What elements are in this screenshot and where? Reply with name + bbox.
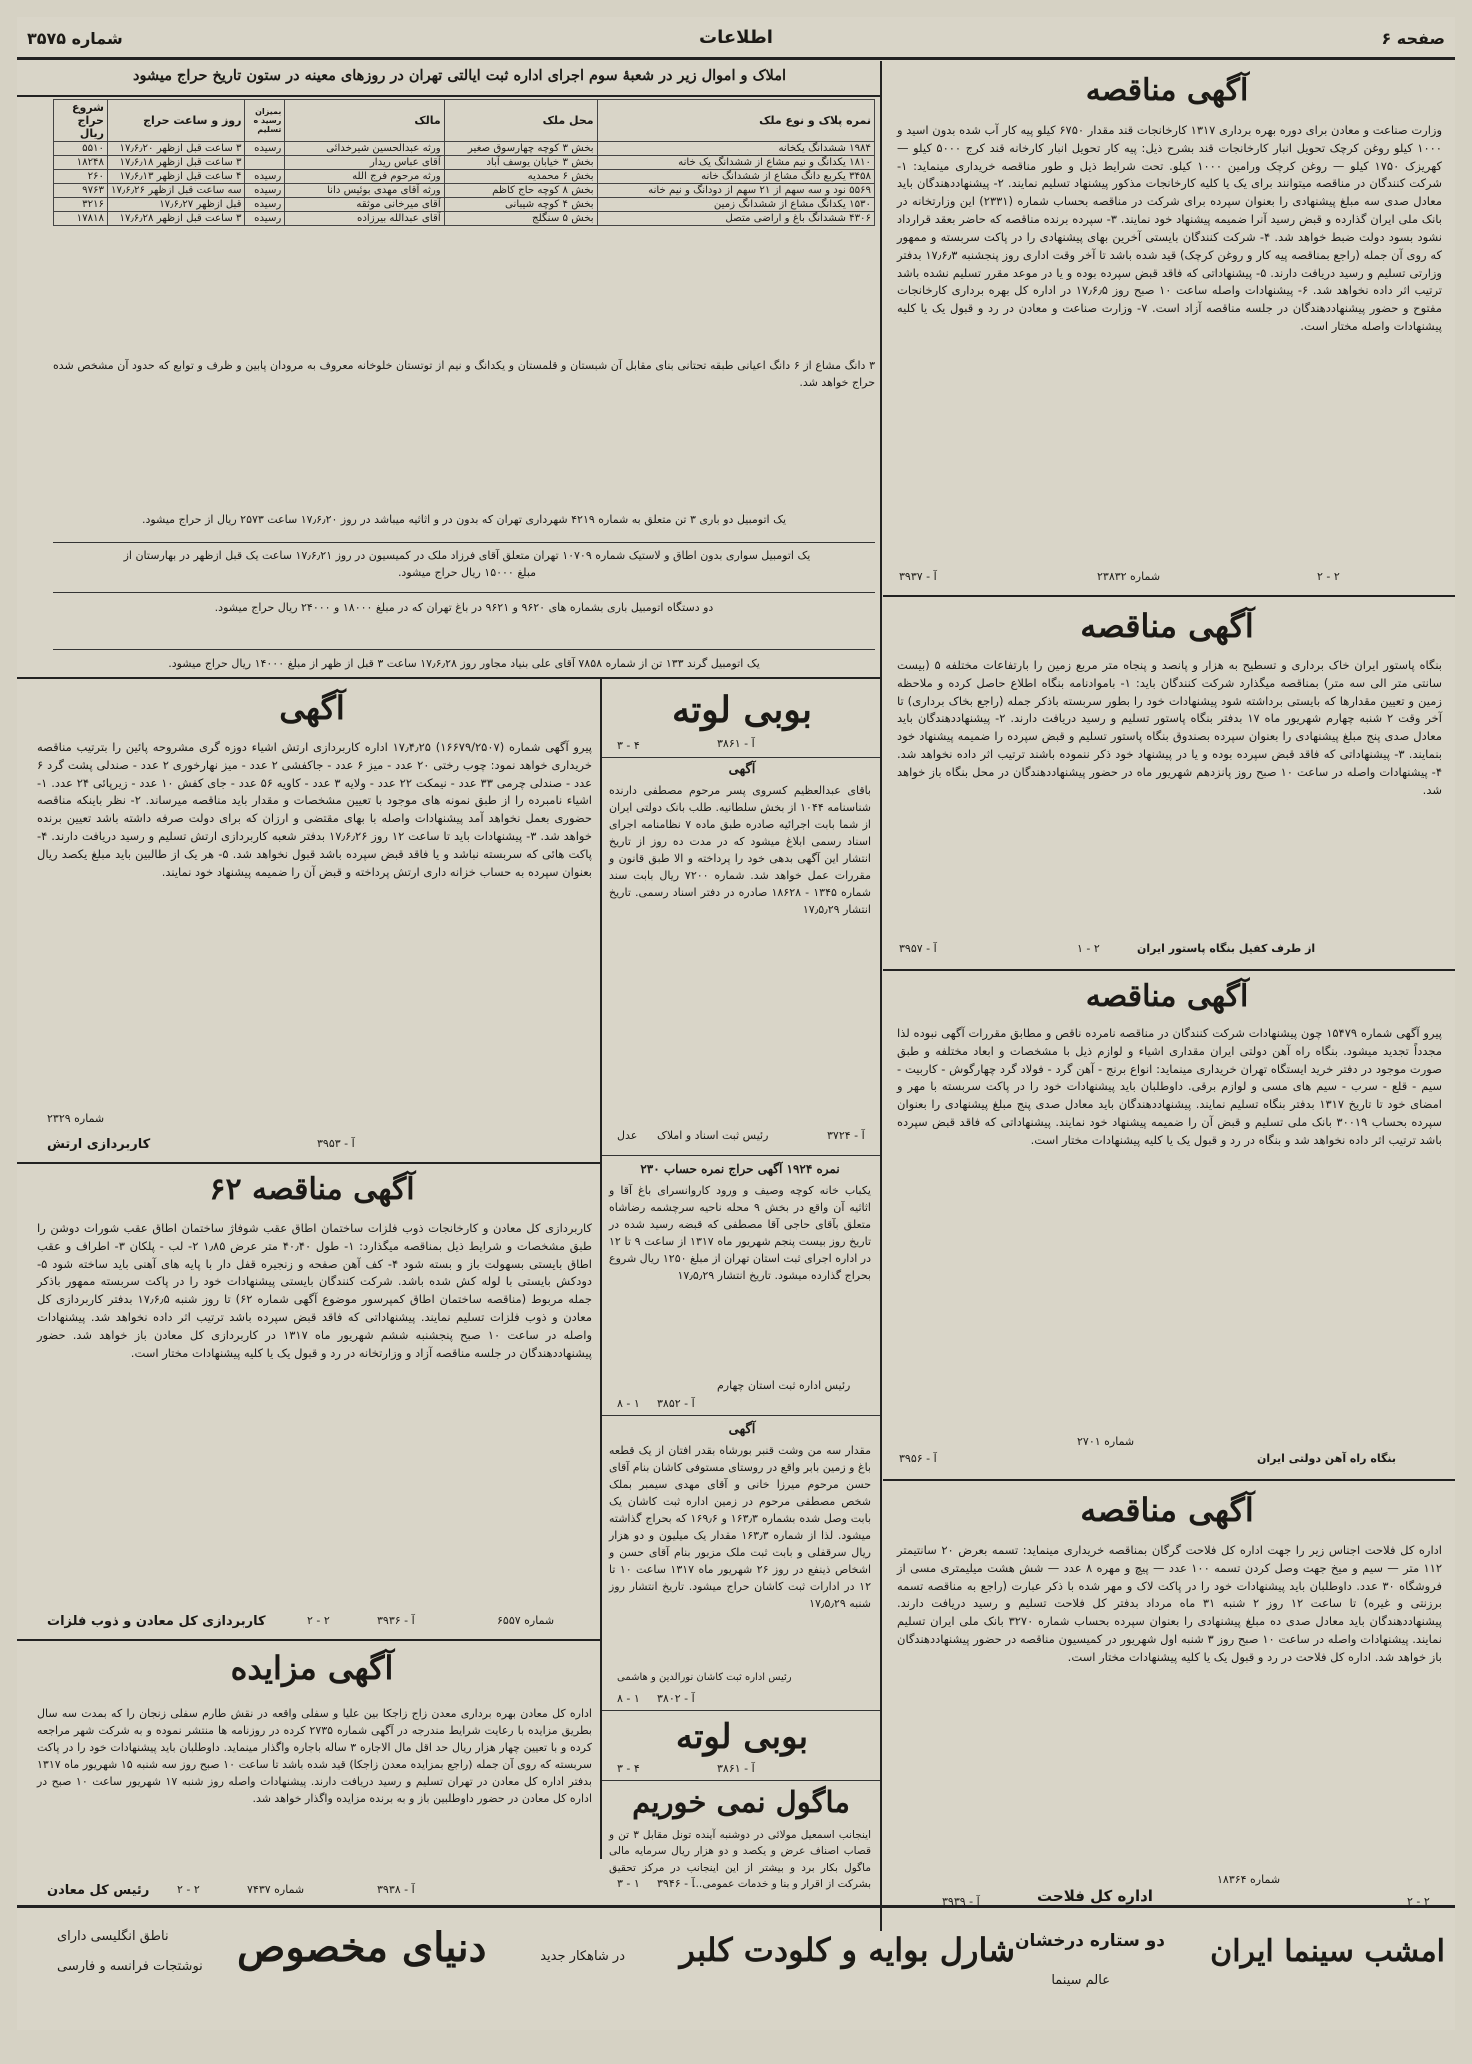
notice-misc-ref-right: ۱ - ۸ (617, 1692, 640, 1705)
table-row (54, 142, 875, 156)
property-table-header (54, 100, 875, 142)
banner-stars: دو ستاره درخشان (1015, 1931, 1165, 1951)
cell-owner: ورثه آقای مهدی بوئیس دانا (285, 184, 444, 198)
ad-sugar-ref-mid: شماره ۲۳۸۳۲ (1097, 570, 1161, 583)
ad-sugar-body: وزارت صناعت و معادن برای دوره بهره برداری ۱۳۱۷ کارخانجات قند مقدار ۶۷۵۰ کیلو پیه کار آب شده بدون اسید و ۱۰۰۰ کیلو روغن کرچک تحویل انبار کارخانجات قند بشرح ذیل: پیه کار تحویل انبار کارخانه قند کرج ۵۰۰۰ کیلو — کهریزک ۱۷۵۰ کیلو — روغن کرچک ورامین ۱۰۰۰ کیلو. تحت شرایط ذیل و طور مناقصه خریداری مینماید: ۱- شرکت کنندگان در مناقصه میتوانند برای یک یا کلیه کارخانجات مذکور پیشنهاد تسلیم نمایند. ۲- پیشنهاددهندگان باید معادل صدی سه مبلغ پیشنهادی را بعنوان سپرده برای شرکت در مناقصه بحساب شماره (۲۳۳۱) این وزارتخانه در بانک ملی ایران گذارده و قبض رسید آنرا ضمیمه پیشنهاد خود نمایند. ۳- سپرده برنده مناقصه که حاضر بعقد قرارداد نشود بسود دولت ضبط خواهد شد. ۴- شرکت کنندگان بایستی آخرین بهای پیشنهادی را در پاکت سربسته و ممهور که روی آن جمله (راجع بمناقصه پیه کار و روغن کرچک) قید شده باشد تا آخر وقت اداری روز پنجشنبه ۱۷٫۶٫۳ بدفتر وزارتی تسلیم و رسید دریافت دارند. ۵- پیشنهاداتی که فاقد قبض سپرده بوده و یا در موعد مقرر تسلیم نشده باشد ترتیب اثر داده نخواهد شد. ۶- پیشنهادات واصله ساعت ۱۰ صبح روز ۱۷٫۶٫۵ در اداره کل بهره برداری کارخانجات مفتوح و حضور پیشنهاددهندگان در جلسه مناقصه آزاد است. ۷- وزارت صناعت و معادن در رد و قبول یک یا کلیه پیشنهادات واصله مختار است. (897, 123, 1442, 333)
auction-title-rule (17, 95, 880, 97)
notice-auction2-body: یکباب خانه کوچه وصیف و ورود کاروانسرای باغ آقا و اثاثیه آن واقع در بخش ۹ محله ناحیه سرچشمه رضاشاه متعلق بآقای حاجی آقا مصطفی که قبضه رسید شده در تاریخ روز بیست پنجم شهریور ماه ۱۳۱۷ از ساعت ۹ تا ۱۲ در اداره اجرای ثبت استان تهران از مبلغ ۱۲۵۰ ریال شروع بحراج گذارده میشود. تاریخ انتشار ۱۷٫۵٫۲۹ (609, 1184, 872, 1283)
ad-agri-body: اداره کل فلاحت اجناس زیر را جهت اداره کل فلاحت گرگان بمناقصه خریداری مینماید: تسمه بعرض ۲۰ سانتیمتر ۱۱۲ متر — سیم و میخ جهت وصل کردن تسمه ۱۰۰ عدد — پیچ و مهره ۸ عدد — شش هشت میلیمتری مسی از فروشگاه ۳۰ عدد. داوطلبان باید پیشنهادات خود را در پاکت لاک و مهر شده با ذکر عبارت (راجع به مناقصه تسمه برزنتی و غیره) تا ساعت ۱۲ روز ۲ شنبه ۳۱ ماه مرداد بدفتر کل فلاحت تسلیم و رسید دریافت دارند. پیشنهاددهندگان باید معادل صدی ده مبلغ پیشنهادی را بعنوان سپرده بحساب شماره ۳۲۷۰ بانک ملی ایران تسلیم نمایند. پیشنهادات واصله در ساعت ۱۰ صبح روز ۳ شنبه اول شهریور در کمیسیون مناقصه در حضور پیشنهاددهندگان باز خواهد شد. اداره کل فلاحت در رد و قبول یک یا کلیه پیشنهادات مختار است. (897, 1543, 1442, 1664)
ad-auction-ref-left: آ - ۳۹۳۸ (377, 1883, 415, 1896)
cell-location: بخش ۵ سنگلج (444, 212, 597, 226)
cell-plate: ۱۵۳۰ یکدانگ مشاع از ششدانگ زمین (597, 198, 874, 212)
newspaper-page (17, 17, 1455, 2030)
cell-price: ۱۸۲۴۸ (54, 156, 108, 170)
sugar-bottom-rule (883, 595, 1455, 597)
army-bottom-rule (17, 1162, 600, 1164)
ad-agri-ref-right: ۲ - ۲ (1407, 1895, 1430, 1908)
ad-sugar-ref-left: آ - ۳۹۳۷ (899, 570, 937, 583)
cell-date: ۳ ساعت قبل ازظهر ۱۷٫۶٫۱۸ (107, 156, 245, 170)
cell-owner: آقای عبدالله بیرزاده (285, 212, 444, 226)
cell-date: ۴ ساعت قبل ازظهر ۱۷٫۶٫۱۳ (107, 170, 245, 184)
lottery-top-rule (602, 757, 880, 758)
cell-plate: ۵۵۶۹ نود و سه سهم از ۲۱ سهم از دودانگ و نیم خانه (597, 184, 874, 198)
cell-plate: ۱۹۸۴ ششدانگ یکخانه (597, 142, 874, 156)
ad-agri-ref-left: آ - ۳۹۳۹ (942, 1895, 980, 1908)
ad-auction-ref-num: ۲ - ۲ (177, 1883, 200, 1896)
ad-bank-body: بنگاه پاستور ایران خاک برداری و تسطیح به هزار و پانصد و پنجاه متر مربع زمین را بارتفاعات مختلفه ۵ (بیست سانتی متر الی سه متر) بمناقصه میگذارد شرکت کنندگان باید: ۱- باموادنامه بنگاه اطلاع حاصل کرده و ملاحظه زمین و تعیین مقدارها که بایستی برداشته شود پیشنهادات خود را بطور سربسته باذکر جمله (راجع بخاک برداری) تا آخر وقت ۲ شنبه چهارم شهریور ماه ۱۷ بدفتر بنگاه پاستور تسلیم و رسید دریافت دارند. ۲- پیشنهاددهندگان باید معادل صدی پنج مبلغ پیشنهادی را بعنوان سپرده بصندوق بنگاه پاستور تسلیم و قبض سپرده را ضمیمه پیشنهاد خود بنمایند. ۳- پیشنهاداتی که فاقد قبض سپرده بوده و یا در پیشنهاد خود ذکر ننموده باشند ترتیب اثر داده نخواهد شد. ۴- پیشنهادات واصله در ساعت ۱۰ صبح روز پانزدهم شهریور ماه در حضور پیشنهاددهندگان در محل بنگاه باز خواهد شد. (897, 658, 1442, 797)
auction-bottom-rule (17, 677, 880, 679)
banner-names: شارل بوایه و کلودت کلبر (679, 1931, 1015, 1969)
ad-mines-ref-num: ۲ - ۲ (307, 1614, 330, 1627)
ad-auction-body: اداره کل معادن بهره برداری معدن زاج زاجکا بین علیا و سفلی واقعه در نقش طارم سفلی زنجان را که بمدت سه سال بطریق مزایده با رعایت شرایط مندرجه در آگهی شماره ۲۷۳۵ کرده در روزنامه ها منتشر نموده و به شرکت شهر مراجعه کرده و با تعیین چهار هزار ریال حد اقل مال الاجاره ۳ ساله باجاره واگذار مینماید. داوطلبان باید پیشنهادات خود را در پاکت سربسته که روی آن جمله (راجع بمزایده معدن زاجکا) قید شده باشد تا ساعت ۱۰ صبح روز سه شنبه ۱۵ شهریور ماه ۱۳۱۷ بدفتر اداره کل معادن در تهران تسلیم و رسید دریافت دارند. پیشنهادات واصله روز شنبه ۱۷ شهریور ساعت ۱۰ صبح در اداره کل معادن در حضور داوطلبین باز و به برنده مزایده واگذار خواهد شد. (37, 1707, 593, 1806)
ad-mines-ref-mid: آ - ۳۹۳۶ (377, 1614, 415, 1627)
banner-masterpiece: در شاهکار جدید (540, 1949, 625, 1964)
notice-auction2-ref-mid: رئیس اداره ثبت استان چهارم (717, 1379, 851, 1392)
lottery-bottom-title: بوبی لوته (675, 1717, 809, 1757)
cell-price: ۲۶۰ (54, 170, 108, 184)
notice-magol-ref-right: ۱ - ۳ (617, 1877, 640, 1890)
cell-date: سه ساعت قبل ازظهر ۱۷٫۶٫۲۶ (107, 184, 245, 198)
notice-magol-title: ماگول نمی خوریم (632, 1785, 850, 1819)
notice-magol-ref-left: آ - ۳۹۴۶ (657, 1877, 695, 1890)
ad-mines-body: کاربردازی کل معادن و کارخانجات ذوب فلزات ساختمان اطاق عقب شوفاژ ساختمان اطاق عقب شورات دوشن را طبق مشخصات و شرایط ذیل بمناقصه میگذارد: ۱- طول ۴۰٫۴۰ متر عرض ۱٫۸۵ ۲- لب - پلکان ۳- اطراف و عقب اطاق بایستی بسهولت باز و بسته شود ۴- کف آهن صفحه و زنجیره قفل دار با پایه های آهنی باید ساخته شود ۵- دودکش بایستی با لوله کش شده باشد. شرکت کنندگان بایستی پیشنهادات خود را در پاکت سربسته ممهور باذکر جمله مربوط (مناقصه ساختمان اطاق کمپرسور موضوع آگهی شماره ۶۲) تا روز شنبه ۱۷٫۶٫۵ بدفتر کاربردازی کل معادن و ذوب فلزات تسلیم نمایند. پیشنهاداتی که فاقد قبض سپرده باشد ترتیب اثر داده نخواهد شد. پیشنهادات واصله در ساعت ۱۰ صبح پنجشنبه ششم شهریور ماه ۱۳۱۷ در کاربردازی کل معادن باز خواهد شد. حضور پیشنهاددهندگان در جلسه مناقصه آزاد و وزارتخانه در رد و قبول یک یا کلیه پیشنهادات مختار است. (37, 1221, 593, 1360)
cell-date: قبل ازظهر ۱۷٫۶٫۲۷ (107, 198, 245, 212)
ad-bank-ref-right: ۲ - ۱ (1077, 942, 1100, 955)
ad-army-ref-mid: شماره ۲۳۲۹ (47, 1112, 105, 1125)
auction-note-1: ۳ دانگ مشاع از ۶ دانگ اعیانی طبقه تحتانی بنای مقابل آن شبستان و قلمستان و یکدانگ و نیم از توتستان خلوخانه معروف به مرودان پابین و ظرف و توابع که حدود آن مشخص شده حراج خواهد شد. (53, 359, 875, 390)
cell-receipt: رسیده (245, 170, 285, 184)
ad-army-body: پیرو آگهی شماره (۱۶۶۷۹/۲۵۰۷) ۱۷٫۴٫۲۵ اداره کاربردازی ارتش اشیاء دوزه گری مشروحه پائین را بترتیب مناقصه خریداری خواهد نمود: چوب رختی ۲۰ عدد - میز ۶ عدد - جاکفشی ۲ عدد - میز نهارخوری ۲ عدد - صندلی پشت گرد ۶ عدد - صندلی چرمی ۳۳ عدد - نیمکت ۲۲ عدد - ولایه ۳ عدد - کاویه ۵۶ عدد - جای کفش ۱۰ عدد - زیرپائی ۲۴ عدد. ۱- اشیاء نامبرده را از طبق نمونه های موجود با تعیین مشخصات و مقدار باید مناقصه میرساند. ۲- نظر باینکه مناقصه حضوری بعمل نخواهد آمد پیشنهادات واصله با بهای مقتضی و ارزان که برای دولت صرفه داشته باشد تعیین برنده خواهد شد. ۳- پیشنهادات باید تا ساعت ۱۲ روز ۱۷٫۶٫۲۶ بدفتر شعبه کاربردازی ارتش تسلیم و رسید دریافت دارند. ۴- پاکت هائی که سربسته نباشد و یا فاقد قبض سپرده باشد قبول نخواهد شد. ۵- هر یک از طالبین باید مبلغ یکصد ریال بعنوان سپرده به حساب خزانه داری ارتش پرداخته و قبض آن را ضمیمه پیشنهاد خود نمایند. (37, 740, 593, 879)
right-column-divider (880, 61, 882, 1931)
cell-receipt (245, 156, 285, 170)
ad-agri-title: آگهی مناقصه (1080, 1491, 1254, 1529)
lottery-top-ref-left: آ - ۳۸۶۱ (717, 737, 755, 750)
notice-registry-ref-mid: رئیس ثبت اسناد و املاک (657, 1129, 769, 1142)
cell-date: ۳ ساعت قبل ازظهر ۱۷٫۶٫۲۰ (107, 142, 245, 156)
col-start-price: شروع حراج ریال (54, 100, 108, 142)
auction2-rule (602, 1415, 880, 1416)
banner-lang2: نوشتجات فرانسه و فارسی (57, 1959, 203, 1974)
lottery-bottom-ref-left: آ - ۳۸۶۱ (717, 1762, 755, 1775)
ad-army-ref-right: کاربردازی ارتش (47, 1137, 151, 1152)
property-table (53, 99, 875, 226)
ad-rail-ref-right: شماره ۲۷۰۱ (1077, 1435, 1135, 1448)
ad-auction-ref-mid: شماره ۷۴۳۷ (247, 1883, 305, 1896)
cell-location: بخش ۸ کوچه حاج کاظم (444, 184, 597, 198)
cell-price: ۵۵۱۰ (54, 142, 108, 156)
cell-location: بخش ۳ خیابان یوسف آباد (444, 156, 597, 170)
banner-tonight: امشب سینما ایران (1210, 1934, 1445, 1969)
ad-auction-ref-right: رئیس کل معادن (47, 1883, 150, 1898)
cell-location: بخش ۳ کوچه چهارسوق صغیر (444, 142, 597, 156)
mines-bottom-rule (17, 1639, 600, 1641)
notice-registry-ref-left: آ - ۳۷۲۴ (827, 1129, 865, 1142)
auction-note-5: یک اتومبیل گرند ۱۳۳ تن از شماره ۷۸۵۸ آقای علی بنیاد مجاور روز ۱۷٫۶٫۲۸ ساعت ۳ قبل از ظهر از مبلغ ۱۴۰۰۰ ریال حراج میشود. (168, 657, 760, 670)
auction-note-3: یک اتومبیل سواری بدون اطاق و لاستیک شماره ۱۰۷۰۹ تهران متعلق آقای فرزاد ملک در کمیسیون در روز ۱۷٫۶٫۲۱ ساعت یک قبل ازظهر در بهارستان از مبلغ ۱۵۰۰۰ ریال حراج میشود. (123, 549, 811, 580)
table-row (54, 198, 875, 212)
rail-bottom-rule (883, 1479, 1455, 1481)
notice-registry-title: آگهی (728, 762, 756, 777)
lottery-top-title: بوبی لوته (671, 689, 813, 731)
notice-auction2-ref-left: آ - ۳۸۵۲ (657, 1397, 695, 1410)
banner-world: عالم سینما (1051, 1973, 1110, 1988)
lottery-bottom-rule (602, 1780, 880, 1781)
cell-owner: آقای عباس ریدار (285, 156, 444, 170)
notice-auction2-heading: نمره ۱۹۲۴ آگهی حراج نمره حساب ۲۳۰ (640, 1162, 840, 1176)
issue-number: شماره ۳۵۷۵ (27, 29, 123, 48)
notice-magol-body: اینجانب اسمعیل مولائی در دوشنبه آینده تونل مقابل ۳ تن و قصاب اصناف عرض و یکصد و دو هزار ریال سرمایه مالی ماگول بکار برد و بیشتر از این اینجانب در مرکز تحقیق بشرکت از اقرار و بنا و خدمات عمومی... (609, 1829, 871, 1890)
notice-auction2-ref-right: ۱ - ۸ (617, 1397, 640, 1410)
col-plate: نمره پلاک و نوع ملک (597, 100, 874, 142)
col-date: روز و ساعت حراج (107, 100, 245, 142)
notice-misc-ref-mid: رئیس اداره ثبت کاشان نورالدین و هاشمی (617, 1672, 792, 1683)
middle-column-divider (600, 679, 602, 1859)
lottery-top-ref-right: ۴ - ۳ (617, 739, 640, 752)
auction-note-rule-1 (53, 542, 875, 543)
ad-rail-ref-left: آ - ۳۹۵۶ (899, 1452, 937, 1465)
ad-mines-ref-right: کاربردازی کل معادن و ذوب فلزات (47, 1614, 266, 1629)
ad-rail-ref-mid: بنگاه راه آهن دولتی ایران (1257, 1452, 1396, 1465)
ad-mines-title: آگهی مناقصه ۶۲ (209, 1172, 415, 1207)
notice-registry-ref-right: عدل (617, 1129, 638, 1142)
ad-rail-title: آگهی مناقصه (1085, 979, 1249, 1014)
auction-note-4: دو دستگاه اتومبیل باری بشماره های ۹۶۲۰ و ۹۶۲۱ در باغ تهران که در مبلغ ۱۸۰۰۰ و ۲۴۰۰۰ ریال حراج میشود. (214, 601, 714, 614)
property-auction-title: املاک و اموال زیر در شعبهٔ سوم اجرای اداره ثبت ایالتی تهران در روزهای معینه در ستون تاریخ حراج میشود (132, 67, 786, 84)
auction-note-rule-2 (53, 592, 875, 593)
ad-agri-ref-num: شماره ۱۸۳۶۴ (1217, 1873, 1281, 1886)
col-receipt: بمیزان رسید ه تسلیم (245, 100, 285, 142)
cinema-banner (17, 1909, 1455, 2027)
cell-plate: ۳۴۵۸ یکربع دانگ مشاع از ششدانگ خانه (597, 170, 874, 184)
cell-owner: ورثه مرحوم فرج الله (285, 170, 444, 184)
registry-rule (602, 1155, 880, 1156)
banner-lang1: ناطق انگلیسی دارای (57, 1929, 169, 1944)
col-location: محل ملک (444, 100, 597, 142)
property-table-wrap (53, 99, 875, 226)
ad-bank-ref-mid: از طرف کفیل بنگاه پاستور ایران (1137, 942, 1316, 955)
cell-plate: ۱۸۱۰ یکدانگ و نیم مشاع از ششدانگ یک خانه (597, 156, 874, 170)
ad-sugar-title: آگهی مناقصه (1085, 73, 1249, 108)
ad-mines-ref-left: شماره ۶۵۵۷ (497, 1614, 555, 1627)
table-row (54, 156, 875, 170)
bank-bottom-rule (883, 969, 1455, 971)
table-row (54, 212, 875, 226)
cell-price: ۱۷۸۱۸ (54, 212, 108, 226)
notice-misc-title: آگهی (728, 1422, 756, 1437)
auction-note-2: یک اتومبیل دو باری ۳ تن متعلق به شماره ۴۲۱۹ شهرداری تهران که بدون در و اثاثیه میباشد در روز ۱۷٫۶٫۲۰ ساعت ۲۵۷۳ ریال از حراج میشود. (141, 513, 787, 526)
ad-sugar-ref-right: ۲ - ۲ (1317, 570, 1340, 583)
cell-receipt: رسیده (245, 198, 285, 212)
notice-registry-body: باقای عبدالعظیم کسروی پسر مرحوم مصطفی دارنده شناسنامه ۱۰۴۴ از بخش سلطانیه. طلب بانک دولتی ایران از شما بابت اجرائیه صادره طبق ماده ۷ نظامنامه اجرای اسناد رسمی ابلاغ میشود که در مدت ده روز از تاریخ انتشار این آگهی بدهی خود را پرداخته و الا طبق قانون و مقررات عمل خواهد شد. شماره ۷۲۰۰ ریال بابت سند شماره ۱۳۴۵ - ۱۸۶۲۸ صادره در دفتر اسناد رسمی. تاریخ انتشار ۱۷٫۵٫۲۹ (609, 784, 872, 917)
cell-price: ۳۲۱۶ (54, 198, 108, 212)
lottery-bottom-ref-right: ۴ - ۳ (617, 1762, 640, 1775)
notice-misc-ref-left: آ - ۳۸۰۲ (657, 1692, 695, 1705)
cell-plate: ۴۳۰۶ ششدانگ باغ و اراضی متصل (597, 212, 874, 226)
cell-date: ۳ ساعت قبل ازظهر ۱۷٫۶٫۲۸ (107, 212, 245, 226)
auction-note-rule-3 (53, 649, 875, 650)
cell-location: بخش ۶ محمدیه (444, 170, 597, 184)
cell-location: بخش ۴ کوچه شیبانی (444, 198, 597, 212)
table-row (54, 184, 875, 198)
page-number: صفحه ۶ (1381, 29, 1445, 48)
header-rule (17, 57, 1455, 60)
notice-misc-body: مقدار سه من وشت قنبر بورشاه بقدر افتان از یک قطعه باغ و زمین بابر واقع در روستای مستوفی کاشان بنام آقای حسن مرحوم میرزا خانی و آقای مهدی سیمبر بملک شخص مصطفی مرحوم در زمین اداره ثبت کاشان یک بابت وصل شده بشماره ۱۶۳٫۳ و ۱۶۹٫۶ که بحراج گذاشته میشود. لذا از شماره ۱۶۳٫۳ مقدار یک میلیون و دو هزار ریال سرقفلی و بابت ثبت ملک مزبور بنام آقای حسن و اشخاص ذینفع در روز ۲۶ شهریور ماه ۱۳۱۷ ساعت ۱۰ تا ۱۲ در ادارات ثبت کاشان حراج میشود. تاریخ انتشار روز شنبه ۱۷٫۵٫۲۹ (609, 1444, 872, 1611)
ad-bank-ref-left: آ - ۳۹۵۷ (899, 942, 937, 955)
cell-price: ۹۷۶۳ (54, 184, 108, 198)
cell-owner: آقای میرخانی موثقه (285, 198, 444, 212)
ad-army-title: آگهی (279, 689, 345, 727)
ad-agri-ref-mid: اداره کل فلاحت (1037, 1887, 1153, 1905)
banner-top-rule (17, 1905, 1455, 1908)
col-owner: مالک (285, 100, 444, 142)
ad-bank-title: آگهی مناقصه (1080, 607, 1254, 645)
cell-receipt: رسیده (245, 142, 285, 156)
page-header (17, 17, 1455, 57)
cell-receipt: رسیده (245, 212, 285, 226)
cell-receipt: رسیده (245, 184, 285, 198)
newspaper-name: اطلاعات (699, 27, 773, 48)
cell-owner: ورثه عبدالحسین شیرخدائی (285, 142, 444, 156)
ad-auction-title: آگهی مزایده (230, 1649, 394, 1687)
banner-film-title: دنیای مخصوص (237, 1924, 487, 1971)
ad-army-ref-left: آ - ۳۹۵۳ (317, 1137, 355, 1150)
misc-rule (602, 1710, 880, 1711)
ad-rail-body: پیرو آگهی شماره ۱۵۴۷۹ چون پیشنهادات شرکت کنندگان در مناقصه نامرده ناقص و مطابق مقررات آگهی نبوده لذا مجدداً تجدید میشود. بنگاه راه آهن دولتی ایران مقداری اشیاء و لوازم ذیل با مشخصات و ابعاد مختلفه و طبق صورت موجود در دفتر خرید ایستگاه تهران خریداری مینماید: انواع برنج - آهن گرد - فولاد گرد چهارگوش - کاربیت - سیم - قلع - سرب - سیم های مسی و لوازم برقی. داوطلبان باید پیشنهادات خود را در پاکت سربسته با مهر و امضای خود تا تاریخ ۱۳۱۷ بدفتر بنگاه تسلیم نمایند. پیشنهاددهندگان باید معادل صدی پنج مبلغ پیشنهادی را بعنوان سپرده بحساب ۳۰۰۱۹ بانک ملی تسلیم و قبض آن را ضمیمه پیشنهاد خود نمایند. پیشنهاداتی که فاقد قبض سپرده باشد ترتیب اثر داده نخواهد شد و بنگاه در رد و قبول یک یا کلیه پیشنهادات مختار است. (897, 1026, 1442, 1147)
table-row (54, 170, 875, 184)
